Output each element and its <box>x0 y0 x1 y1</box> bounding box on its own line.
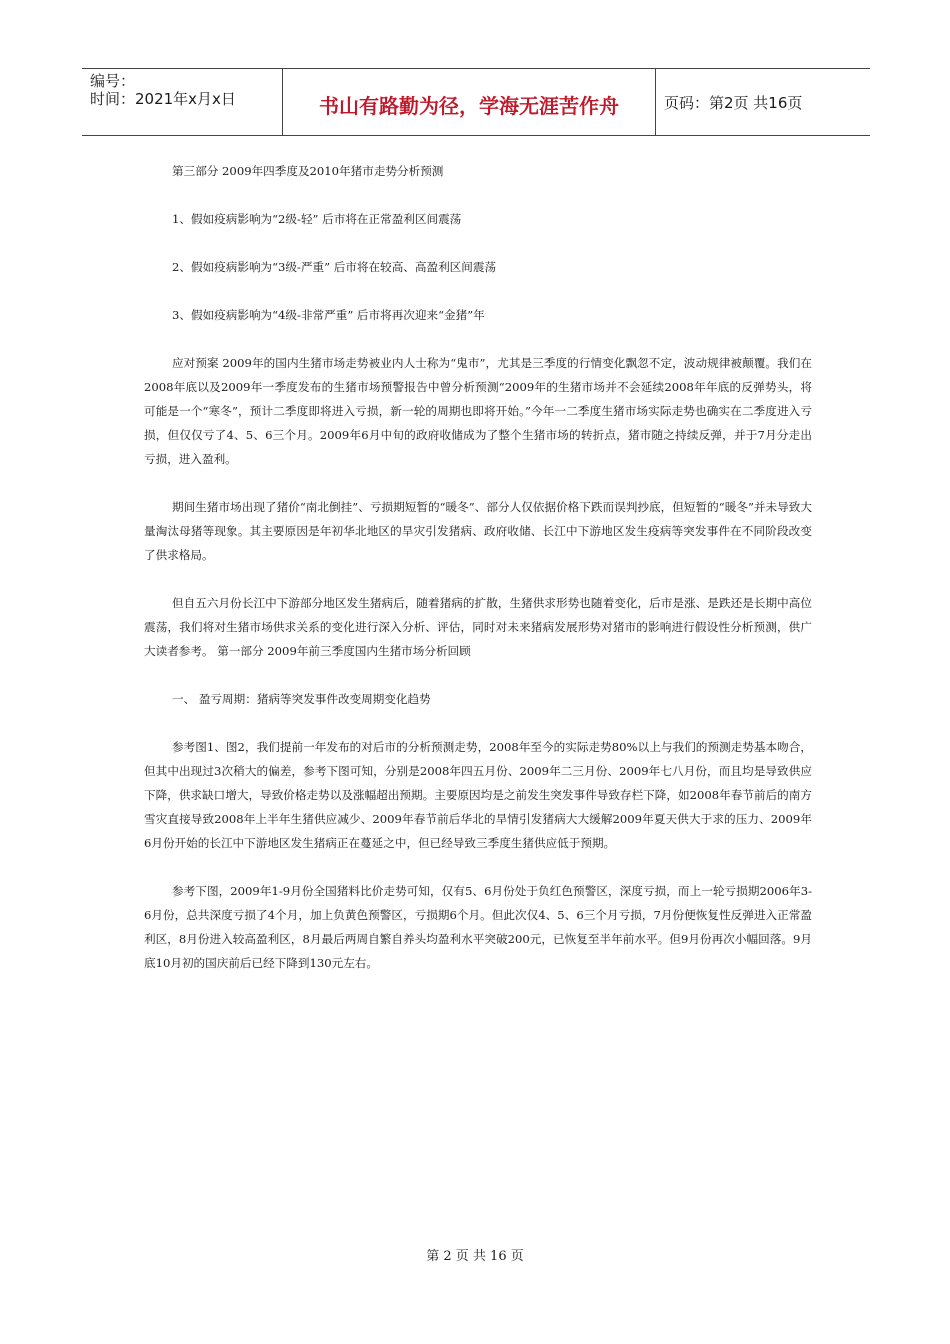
paragraph: 参考图1、图2，我们提前一年发布的对后市的分析预测走势，2008年至今的实际走势80%以上与我们的预测走势基本吻合，但其中出现过3次稍大的偏差，参考下图可知，分别是2008年四五月份、2009年二三月份、2009年七八月份，而且均是导致供应下降，供求缺口增大，导致价格走势以及涨幅超出预期。主要原因均是之前发生突发事件导致存栏下降，如2008年春节前后的南方雪灾直接导致2008年上半年生猪供应减少、2009年春节前后华北的旱情引发猪病大大缓解2009年夏天供大于求的压力、2009年6月份开始的长江中下游地区发生猪病正在蔓延之中，但已经导致三季度生猪供应低于预期。 <box>144 740 812 850</box>
subheading: 一、 盈亏周期：猪病等突发事件改变周期变化趋势 <box>172 692 431 706</box>
paragraph: 参考下图，2009年1-9月份全国猪料比价走势可知，仅有5、6月份处于负红色预警区，深度亏损，而上一轮亏损期2006年3-6月份，总共深度亏损了4个月，加上负黄色预警区，亏损期6个月。但此次仅4、5、6三个月亏损，7月份便恢复性反弹进入正常盈利区，8月份进入较高盈利区，8月最后两周自繁自养头均盈利水平突破200元，已恢复至半年前水平。但9月份再次小幅回落。9月底10月初的国庆前后已经下降到130元左右。 <box>144 884 812 970</box>
list-item: 3、假如疫病影响为“4级-非常严重” 后市将再次迎来“金猪”年 <box>172 308 485 322</box>
header-motto: 书山有路勤为径，学海无涯苦作舟 <box>283 69 656 135</box>
list-item: 2、假如疫病影响为“3级-严重” 后市将在较高、高盈利区间震荡 <box>172 260 497 274</box>
page-header <box>82 68 870 136</box>
paragraph: 应对预案 2009年的国内生猪市场走势被业内人士称为“鬼市”，尤其是三季度的行情变化飘忽不定，波动规律被颠覆。我们在2008年底以及2009年一季度发布的生猪市场预警报告中曾分析预测“2009年的生猪市场并不会延续2008年年底的反弹势头，将可能是一个“寒冬”，预计二季度即将进入亏损，新一轮的周期也即将开始。”今年一二季度生猪市场实际走势也确实在二季度进入亏损，但仅仅亏了4、5、6三个月。2009年6月中旬的政府收储成为了整个生猪市场的转折点，猪市随之持续反弹，并于7月分走出亏损，进入盈利。 <box>144 356 812 466</box>
document-body <box>144 159 812 999</box>
list-item: 1、假如疫病影响为“2级-轻” 后市将在正常盈利区间震荡 <box>172 212 462 226</box>
header-page-label: 页码：第2页 共16页 <box>664 93 803 112</box>
paragraph: 但自五六月份长江中下游部分地区发生猪病后，随着猪病的扩散，生猪供求形势也随着变化，后市是涨、是跌还是长期中高位震荡，我们将对生猪市场供求关系的变化进行深入分析、评估，同时对未来猪病发展形势对猪市的影响进行假设性分析预测，供广大读者参考。 第一部分 2009年前三季度国内生猪市场分析回顾 <box>144 596 812 658</box>
section-title: 第三部分 2009年四季度及2010年猪市走势分析预测 <box>172 164 444 178</box>
page-footer: 第 2 页 共 16 页 <box>426 1249 524 1264</box>
code-label: 编号： <box>90 72 136 90</box>
time-label: 时间：2021年x月x日 <box>90 90 236 108</box>
header-meta <box>82 69 283 135</box>
paragraph: 期间生猪市场出现了猪价“南北倒挂”、亏损期短暂的“暖冬”、部分人仅依据价格下跌而误判抄底，但短暂的“暖冬”并未导致大量淘汰母猪等现象。其主要原因是年初华北地区的旱灾引发猪病、政府收储、长江中下游地区发生疫病等突发事件在不同阶段改变了供求格局。 <box>144 500 812 562</box>
